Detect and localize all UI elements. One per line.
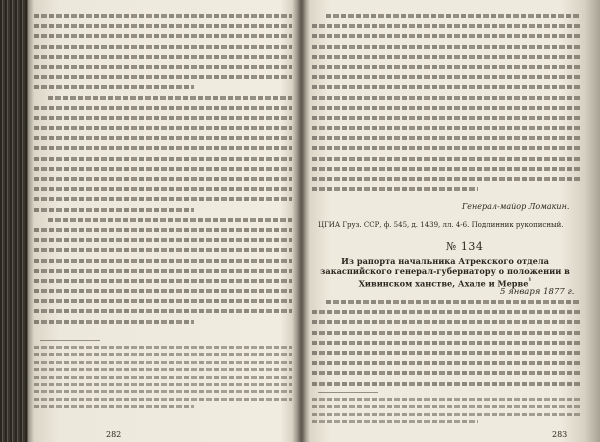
text-line xyxy=(34,45,292,49)
text-line xyxy=(312,167,580,171)
text-line xyxy=(34,376,292,379)
text-line xyxy=(34,208,194,212)
text-line xyxy=(312,157,580,161)
right-page xyxy=(312,0,580,442)
text-line xyxy=(312,361,580,365)
text-line xyxy=(34,383,292,386)
text-line xyxy=(312,146,580,150)
left-page-body-text xyxy=(34,14,292,330)
text-line xyxy=(34,85,194,89)
right-page-body-text-top xyxy=(312,14,580,197)
text-line xyxy=(326,14,580,18)
text-line xyxy=(34,238,292,242)
text-line xyxy=(34,126,292,130)
text-line xyxy=(34,157,292,161)
text-line xyxy=(34,187,292,191)
text-line xyxy=(48,96,292,100)
text-line xyxy=(34,177,292,181)
text-line xyxy=(312,382,580,386)
document-heading: Из рапорта начальника Атрекского отдела закаспийского генерал-губернатору о положении в Хивинском ханстве, Ахале и Мерве$^{^1}$ xyxy=(320,256,570,289)
text-line xyxy=(34,55,292,59)
document-date: 5 января 1877 г. xyxy=(500,287,575,297)
text-line xyxy=(34,136,292,140)
text-line xyxy=(312,106,580,110)
text-line xyxy=(312,126,580,130)
text-line xyxy=(34,299,292,303)
text-line xyxy=(312,55,580,59)
text-line xyxy=(312,398,580,401)
text-line xyxy=(34,248,292,252)
text-line xyxy=(34,197,292,201)
text-line xyxy=(34,34,292,38)
text-line xyxy=(312,65,580,69)
signature: Генерал-майор Ломакин. xyxy=(462,202,570,211)
text-line xyxy=(312,351,580,355)
text-line xyxy=(312,341,580,345)
text-line xyxy=(312,24,580,28)
page-number-right: 283 xyxy=(552,430,568,439)
text-line xyxy=(312,320,580,324)
book-page-edges xyxy=(0,0,28,442)
text-line xyxy=(34,259,292,263)
text-line xyxy=(34,390,292,393)
text-line xyxy=(34,24,292,28)
text-line xyxy=(312,420,478,423)
page-number-left: 282 xyxy=(106,430,122,439)
text-line xyxy=(326,300,580,304)
text-line xyxy=(34,289,292,293)
text-line xyxy=(34,269,292,273)
text-line xyxy=(34,353,292,356)
text-line xyxy=(312,177,580,181)
document-number: № 134 xyxy=(446,240,484,253)
text-line xyxy=(34,167,292,171)
text-line xyxy=(34,346,292,349)
text-line xyxy=(34,14,292,18)
text-line xyxy=(312,34,580,38)
text-line xyxy=(312,136,580,140)
left-page xyxy=(34,0,292,442)
text-line xyxy=(34,106,292,110)
text-line xyxy=(312,331,580,335)
source-note: ЦГИА Груз. ССР, ф. 545, д. 1439, лл. 4-6. Подлинник рукописный. xyxy=(318,221,564,229)
text-line xyxy=(312,371,580,375)
text-line xyxy=(48,218,292,222)
text-line xyxy=(34,309,292,313)
text-line xyxy=(312,405,580,408)
right-page-body-text-bottom xyxy=(312,300,580,392)
text-line xyxy=(34,116,292,120)
text-line xyxy=(34,368,292,371)
text-line xyxy=(34,398,292,401)
text-line xyxy=(312,96,580,100)
text-line xyxy=(312,116,580,120)
text-line xyxy=(34,75,292,79)
text-line xyxy=(312,85,580,89)
text-line xyxy=(312,75,580,79)
left-page-footnote xyxy=(34,346,292,413)
text-line xyxy=(34,361,292,364)
text-line xyxy=(34,405,194,408)
right-page-footnote xyxy=(312,398,580,428)
text-line xyxy=(312,310,580,314)
text-line xyxy=(34,279,292,283)
text-line xyxy=(34,65,292,69)
text-line xyxy=(34,228,292,232)
text-line xyxy=(34,146,292,150)
text-line xyxy=(312,45,580,49)
book-gutter xyxy=(292,0,310,442)
text-line xyxy=(312,187,478,191)
footnote-divider xyxy=(40,340,100,341)
footnote-marker: ¹ xyxy=(528,277,532,285)
text-line xyxy=(312,413,580,416)
text-line xyxy=(34,320,194,324)
footnote-divider-right xyxy=(318,392,378,393)
